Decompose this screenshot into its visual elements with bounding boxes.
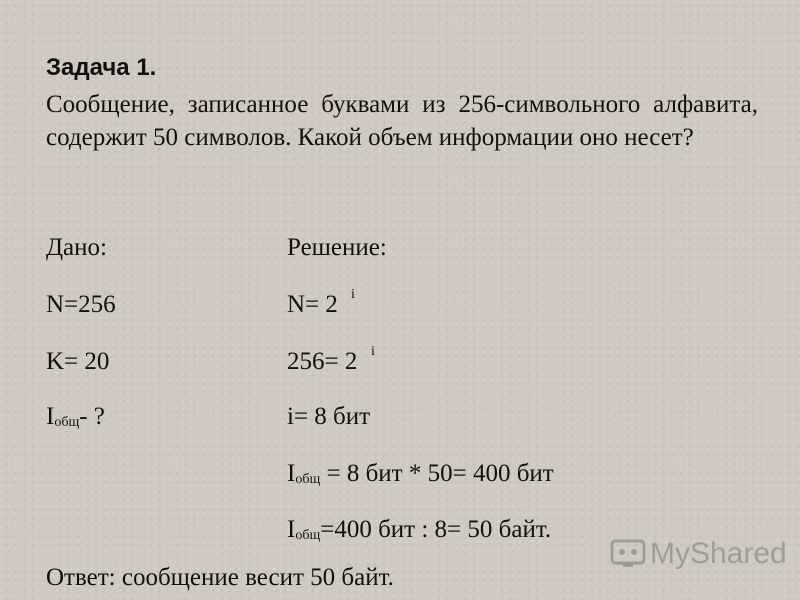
solution-total-bits-rest: = 8 бит * 50= 400 бит	[320, 460, 554, 487]
given-i-total	[46, 402, 105, 436]
solution-substitution-exponent: i	[371, 344, 375, 359]
solution-total-bits-letter: I	[287, 460, 296, 487]
solution-total-bits	[287, 459, 554, 493]
solution-formula	[287, 287, 355, 320]
task-title: Задача 1.	[46, 54, 157, 81]
solution-i-result: i= 8 бит	[287, 403, 371, 430]
watermark-text: MyShared	[650, 537, 787, 570]
solution-total-bytes-rest: =400 бит : 8= 50 байт.	[320, 516, 552, 543]
solution-total-bytes-subscript: общ	[295, 528, 321, 543]
answer: Ответ: сообщение весит 50 байт.	[46, 564, 394, 591]
given-i-subscript: общ	[54, 415, 80, 430]
solution-substitution-base: 256= 2	[287, 348, 358, 375]
monitor-icon	[610, 538, 646, 570]
task-text: Сообщение, записанное буквами из 256-символьного алфавита, содержит 50 символов. Какой объем информации оно несет?	[46, 91, 758, 151]
given-i-tail: - ?	[79, 403, 105, 430]
solution-total-bytes	[287, 515, 551, 549]
solution-header: Решение:	[287, 234, 387, 261]
solution-substitution	[287, 344, 375, 377]
solution-formula-exponent: i	[351, 287, 355, 302]
given-i-letter: I	[46, 403, 55, 430]
solution-total-bytes-letter: I	[287, 516, 296, 543]
given-n: N=256	[46, 291, 116, 318]
solution-formula-base: N= 2	[287, 291, 338, 318]
watermark	[610, 536, 787, 572]
given-header: Дано:	[46, 234, 107, 261]
given-k: K= 20	[46, 348, 110, 375]
solution-total-bits-subscript: общ	[295, 472, 321, 487]
